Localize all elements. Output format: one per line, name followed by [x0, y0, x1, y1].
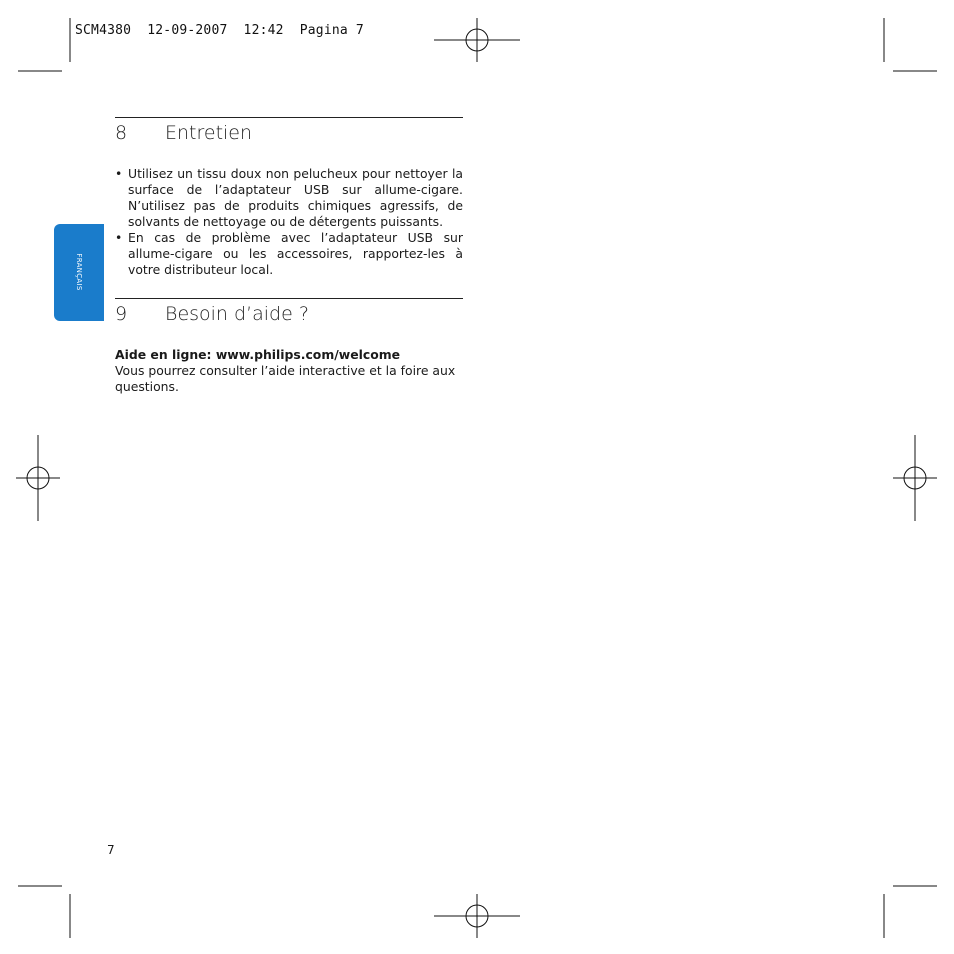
page-number: 7 [107, 843, 115, 857]
registration-mark-bottom [434, 894, 520, 938]
online-help-text: Vous pourrez consulter l’aide interactive et la foire aux questions. [115, 363, 456, 394]
language-tab [54, 224, 104, 321]
registration-mark-right [893, 435, 937, 521]
page-content [115, 117, 463, 395]
list-item: • Utilisez un tissu doux non pelucheux pour nettoyer la surface de l’adaptateur USB sur allume-cigare. N’utilisez pas de produits chimiques agressifs, de solvants de nettoyage ou de détergents puissants. [115, 166, 463, 230]
list-item: • En cas de problème avec l’adaptateur USB sur allume-cigare ou les accessoires, rapportez-les à votre distributeur local. [115, 230, 463, 278]
section-title: Besoin d’aide ? [165, 303, 309, 325]
print-slug: SCM4380 12-09-2007 12:42 Pagina 7 [75, 23, 364, 38]
online-help-heading: Aide en ligne: www.philips.com/welcome [115, 347, 401, 362]
registration-mark-top [434, 18, 520, 62]
section-number: 9 [115, 303, 128, 325]
section-heading-entretien [115, 117, 463, 152]
language-tab-label: FRANÇAIS [75, 253, 83, 291]
section-title: Entretien [165, 122, 253, 144]
maintenance-list [115, 166, 463, 278]
registration-mark-left [16, 435, 60, 521]
section-heading-help [115, 298, 463, 333]
section-number: 8 [115, 122, 128, 144]
